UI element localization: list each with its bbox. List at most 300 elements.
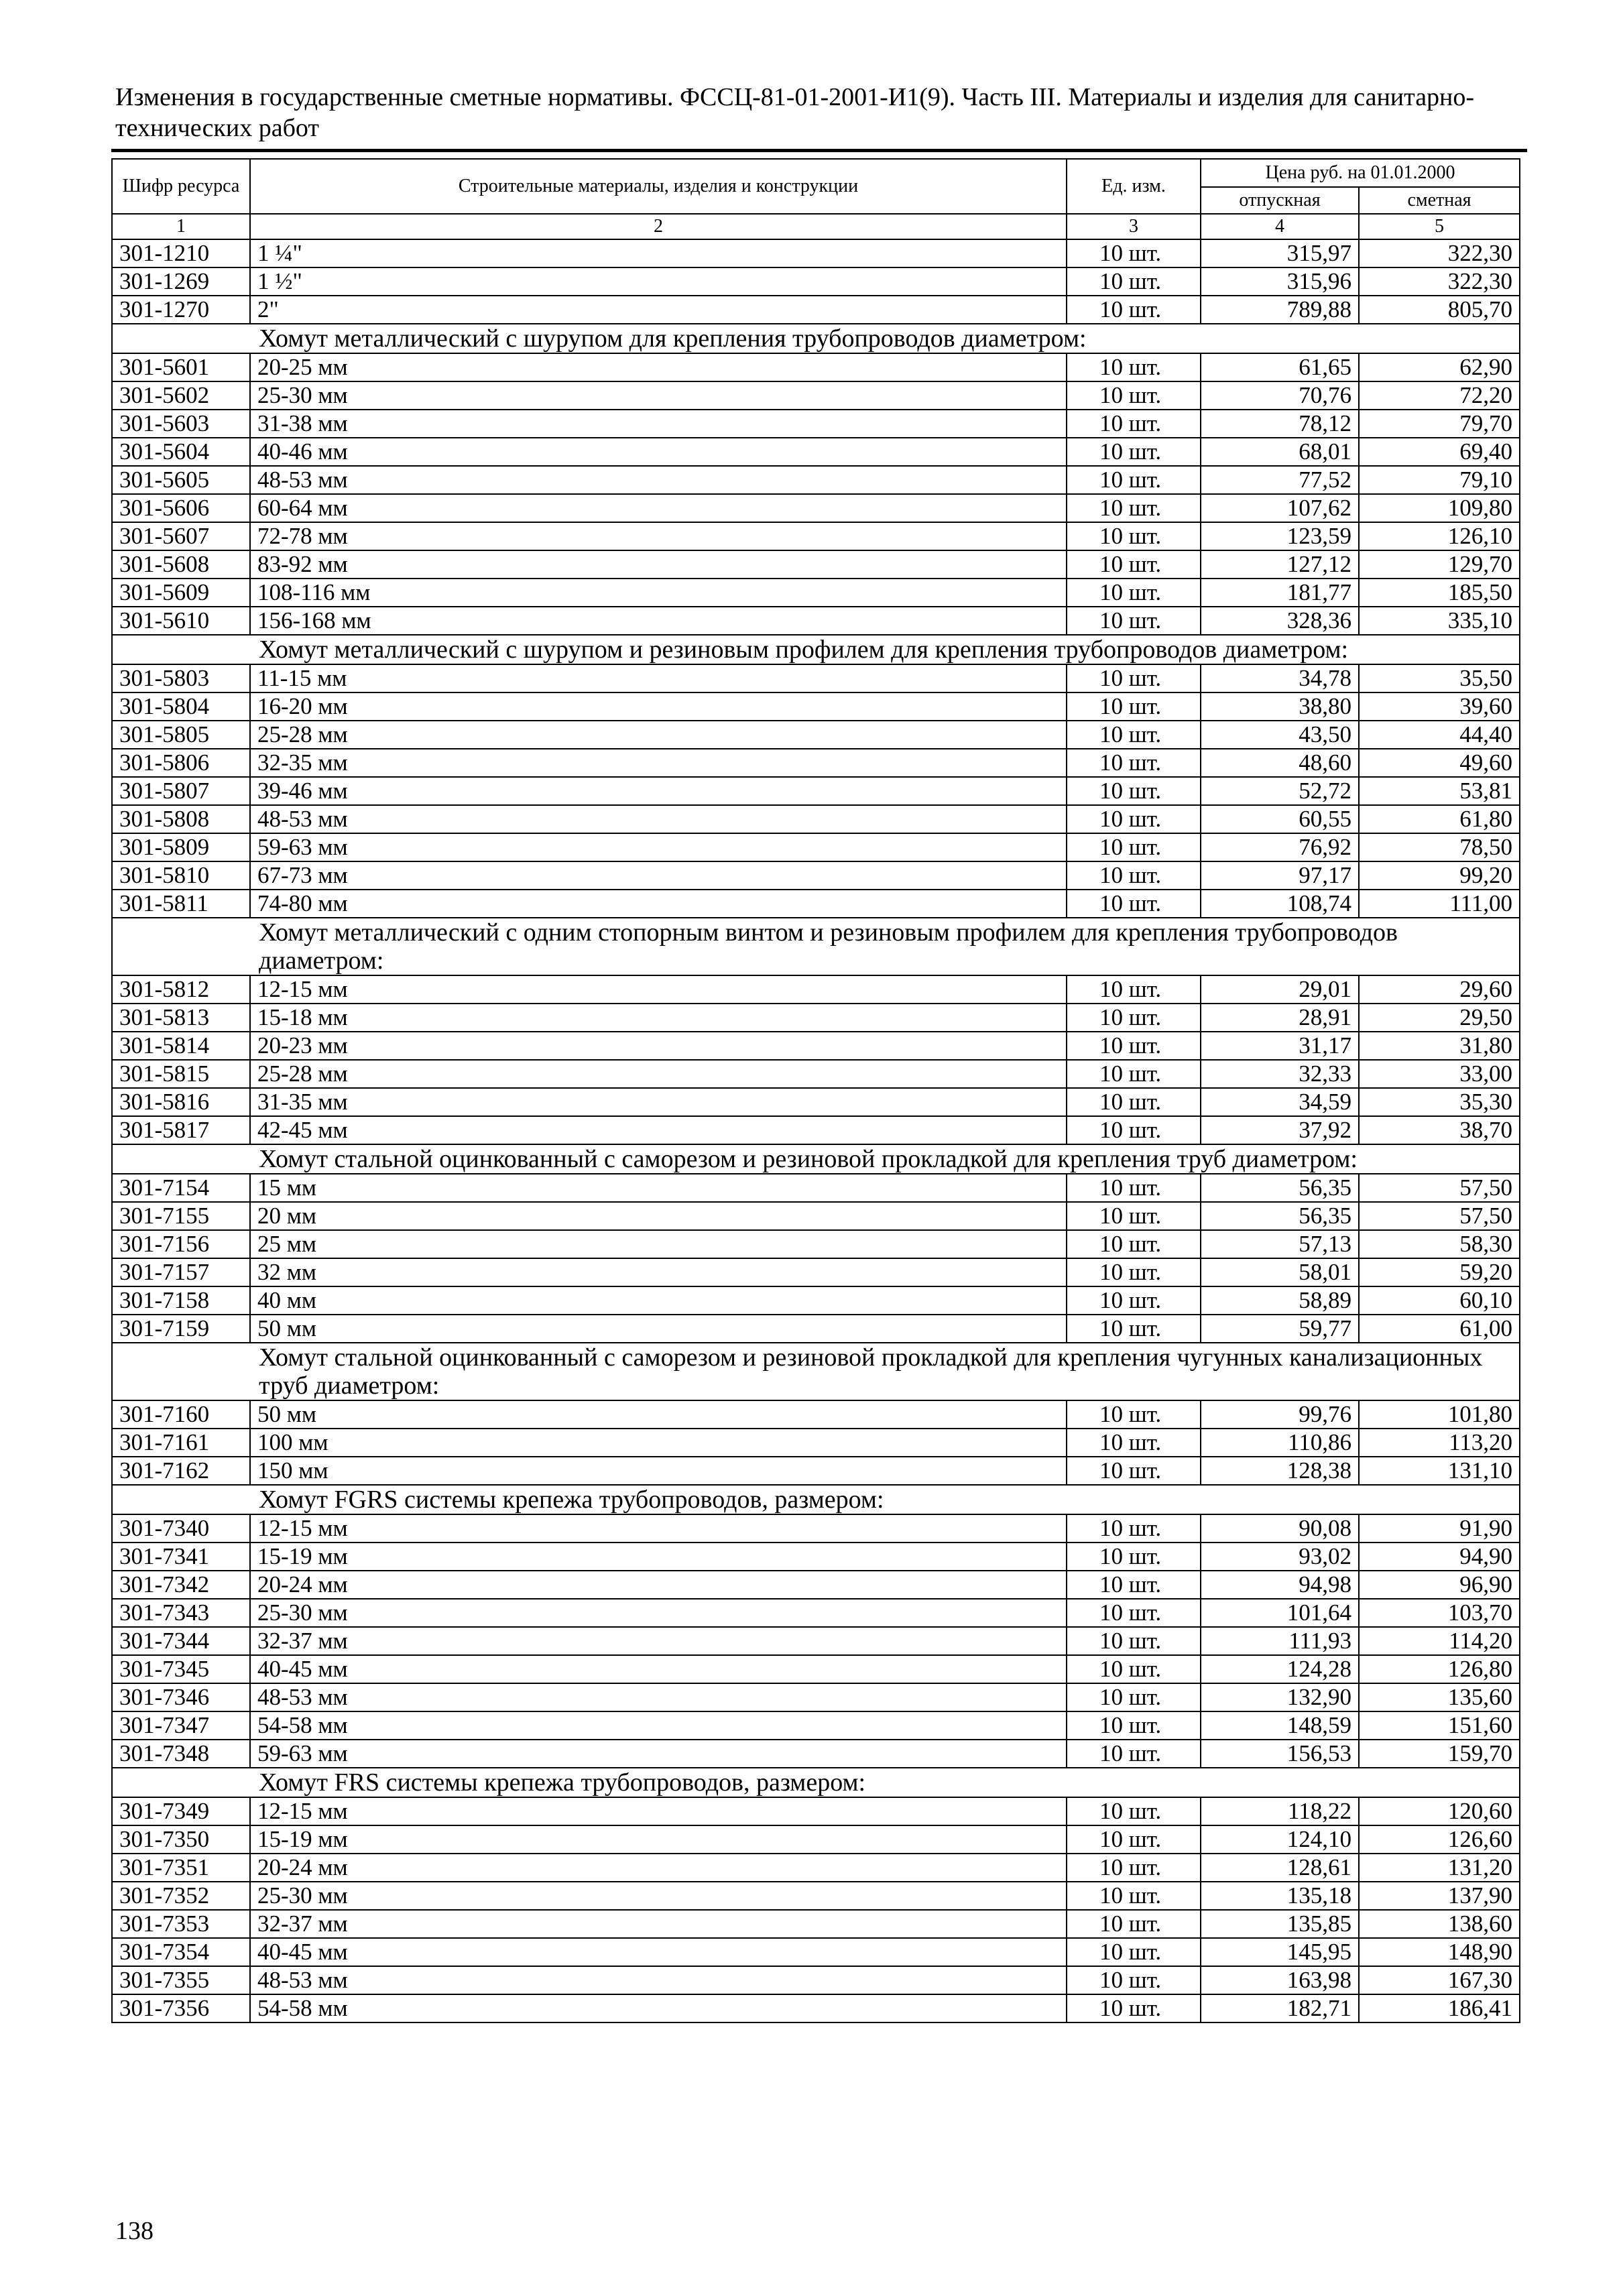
material-name: 50 мм [250, 1400, 1067, 1429]
material-name: 32-35 мм [250, 749, 1067, 777]
estimate-price: 29,50 [1359, 1004, 1520, 1032]
resource-code: 301-5808 [112, 805, 250, 833]
release-price: 58,89 [1201, 1286, 1359, 1315]
release-price: 48,60 [1201, 749, 1359, 777]
table-row [112, 267, 1520, 296]
estimate-price: 159,70 [1359, 1740, 1520, 1768]
release-price: 61,65 [1201, 353, 1359, 381]
unit-of-measure: 10 шт. [1067, 692, 1201, 721]
resource-code: 301-1270 [112, 296, 250, 324]
unit-of-measure: 10 шт. [1067, 1571, 1201, 1599]
material-name: 74-80 мм [250, 890, 1067, 918]
material-name: 60-64 мм [250, 494, 1067, 522]
unit-of-measure: 10 шт. [1067, 550, 1201, 579]
release-price: 148,59 [1201, 1711, 1359, 1740]
unit-of-measure: 10 шт. [1067, 353, 1201, 381]
resource-code: 301-7158 [112, 1286, 250, 1315]
group-heading-row [112, 1485, 1520, 1514]
table-row [112, 1740, 1520, 1768]
unit-of-measure: 10 шт. [1067, 1060, 1201, 1088]
material-name: 48-53 мм [250, 466, 1067, 494]
table-row [112, 1088, 1520, 1116]
table-row [112, 296, 1520, 324]
resource-code: 301-7160 [112, 1400, 250, 1429]
release-price: 135,85 [1201, 1910, 1359, 1938]
resource-code: 301-5813 [112, 1004, 250, 1032]
material-name: 25-30 мм [250, 381, 1067, 410]
material-name: 15-19 мм [250, 1543, 1067, 1571]
release-price: 315,96 [1201, 267, 1359, 296]
table-row [112, 1711, 1520, 1740]
material-name: 25-30 мм [250, 1882, 1067, 1910]
table-row [112, 438, 1520, 466]
resource-code: 301-5815 [112, 1060, 250, 1088]
release-price: 60,55 [1201, 805, 1359, 833]
table-row [112, 1627, 1520, 1655]
material-name: 15-18 мм [250, 1004, 1067, 1032]
material-name: 48-53 мм [250, 1683, 1067, 1711]
table-row [112, 466, 1520, 494]
estimate-price: 131,20 [1359, 1854, 1520, 1882]
unit-of-measure: 10 шт. [1067, 833, 1201, 861]
release-price: 34,59 [1201, 1088, 1359, 1116]
table-row [112, 1825, 1520, 1854]
column-number: 2 [250, 214, 1067, 239]
table-row [112, 1004, 1520, 1032]
resource-code: 301-7342 [112, 1571, 250, 1599]
release-price: 124,10 [1201, 1825, 1359, 1854]
unit-of-measure: 10 шт. [1067, 664, 1201, 692]
unit-of-measure: 10 шт. [1067, 975, 1201, 1004]
resource-code: 301-5806 [112, 749, 250, 777]
release-price: 128,61 [1201, 1854, 1359, 1882]
column-number-row [112, 214, 1520, 239]
table-row [112, 1797, 1520, 1825]
unit-of-measure: 10 шт. [1067, 1457, 1201, 1485]
resource-code: 301-5816 [112, 1088, 250, 1116]
estimate-price: 151,60 [1359, 1711, 1520, 1740]
resource-code: 301-7352 [112, 1882, 250, 1910]
estimate-price: 96,90 [1359, 1571, 1520, 1599]
estimate-price: 31,80 [1359, 1032, 1520, 1060]
estimate-price: 186,41 [1359, 1994, 1520, 2022]
material-name: 20 мм [250, 1202, 1067, 1230]
material-name: 50 мм [250, 1315, 1067, 1343]
release-price: 111,93 [1201, 1627, 1359, 1655]
release-price: 56,35 [1201, 1174, 1359, 1202]
release-price: 181,77 [1201, 579, 1359, 607]
header-unit: Ед. изм. [1067, 159, 1201, 214]
resource-code: 301-7347 [112, 1711, 250, 1740]
unit-of-measure: 10 шт. [1067, 579, 1201, 607]
release-price: 77,52 [1201, 466, 1359, 494]
unit-of-measure: 10 шт. [1067, 1230, 1201, 1258]
group-heading-row [112, 324, 1520, 353]
unit-of-measure: 10 шт. [1067, 1740, 1201, 1768]
table-row [112, 692, 1520, 721]
estimate-price: 101,80 [1359, 1400, 1520, 1429]
table-row [112, 1400, 1520, 1429]
unit-of-measure: 10 шт. [1067, 267, 1201, 296]
resource-code: 301-7155 [112, 1202, 250, 1230]
resource-code: 301-5804 [112, 692, 250, 721]
table-row [112, 777, 1520, 805]
resource-code: 301-5809 [112, 833, 250, 861]
material-name: 40 мм [250, 1286, 1067, 1315]
estimate-price: 111,00 [1359, 890, 1520, 918]
estimate-price: 62,90 [1359, 353, 1520, 381]
resource-code: 301-7355 [112, 1966, 250, 1994]
material-name: 11-15 мм [250, 664, 1067, 692]
estimate-price: 137,90 [1359, 1882, 1520, 1910]
material-name: 25-28 мм [250, 1060, 1067, 1088]
material-name: 20-24 мм [250, 1571, 1067, 1599]
estimate-price: 148,90 [1359, 1938, 1520, 1966]
material-name: 1 ¼" [250, 239, 1067, 267]
material-name: 59-63 мм [250, 833, 1067, 861]
release-price: 97,17 [1201, 861, 1359, 890]
material-name: 25-28 мм [250, 721, 1067, 749]
resource-code: 301-5810 [112, 861, 250, 890]
resource-code: 301-7353 [112, 1910, 250, 1938]
release-price: 32,33 [1201, 1060, 1359, 1088]
table-row [112, 1258, 1520, 1286]
column-number: 5 [1359, 214, 1520, 239]
resource-code: 301-5601 [112, 353, 250, 381]
header-code: Шифр ресурса [112, 159, 250, 214]
table-row [112, 494, 1520, 522]
estimate-price: 58,30 [1359, 1230, 1520, 1258]
page-title: Изменения в государственные сметные нормативы. ФССЦ-81-01-2001-И1(9). Часть III. Материалы и изделия для санитарно-технических работ [115, 83, 1475, 142]
estimate-price: 113,20 [1359, 1429, 1520, 1457]
unit-of-measure: 10 шт. [1067, 1116, 1201, 1144]
table-row [112, 833, 1520, 861]
price-table [111, 158, 1520, 2023]
estimate-price: 120,60 [1359, 1797, 1520, 1825]
group-heading-row [112, 1768, 1520, 1797]
material-name: 40-45 мм [250, 1938, 1067, 1966]
material-name: 20-25 мм [250, 353, 1067, 381]
release-price: 76,92 [1201, 833, 1359, 861]
table-row [112, 890, 1520, 918]
table-row [112, 749, 1520, 777]
material-name: 39-46 мм [250, 777, 1067, 805]
table-row [112, 1966, 1520, 1994]
estimate-price: 94,90 [1359, 1543, 1520, 1571]
estimate-price: 185,50 [1359, 579, 1520, 607]
estimate-price: 167,30 [1359, 1966, 1520, 1994]
resource-code: 301-5803 [112, 664, 250, 692]
release-price: 328,36 [1201, 607, 1359, 635]
resource-code: 301-7350 [112, 1825, 250, 1854]
release-price: 107,62 [1201, 494, 1359, 522]
group-heading-row [112, 635, 1520, 664]
table-row [112, 1315, 1520, 1343]
unit-of-measure: 10 шт. [1067, 1825, 1201, 1854]
group-heading: Хомут FRS системы крепежа трубопроводов, размером: [112, 1768, 1520, 1797]
release-price: 28,91 [1201, 1004, 1359, 1032]
unit-of-measure: 10 шт. [1067, 1088, 1201, 1116]
release-price: 99,76 [1201, 1400, 1359, 1429]
resource-code: 301-5608 [112, 550, 250, 579]
estimate-price: 126,10 [1359, 522, 1520, 550]
material-name: 40-45 мм [250, 1655, 1067, 1683]
estimate-price: 79,70 [1359, 410, 1520, 438]
material-name: 48-53 мм [250, 1966, 1067, 1994]
resource-code: 301-7159 [112, 1315, 250, 1343]
page-number: 138 [115, 2217, 154, 2245]
resource-code: 301-7157 [112, 1258, 250, 1286]
table-row [112, 1910, 1520, 1938]
release-price: 118,22 [1201, 1797, 1359, 1825]
estimate-price: 61,00 [1359, 1315, 1520, 1343]
unit-of-measure: 10 шт. [1067, 861, 1201, 890]
material-name: 20-24 мм [250, 1854, 1067, 1882]
resource-code: 301-7340 [112, 1514, 250, 1543]
unit-of-measure: 10 шт. [1067, 410, 1201, 438]
table-row [112, 239, 1520, 267]
material-name: 15-19 мм [250, 1825, 1067, 1854]
table-body [112, 214, 1520, 2022]
group-heading: Хомут металлический с шурупом для крепления трубопроводов диаметром: [112, 324, 1520, 353]
header-name: Строительные материалы, изделия и конструкции [250, 159, 1067, 214]
unit-of-measure: 10 шт. [1067, 1429, 1201, 1457]
resource-code: 301-7161 [112, 1429, 250, 1457]
resource-code: 301-5811 [112, 890, 250, 918]
resource-code: 301-5603 [112, 410, 250, 438]
material-name: 1 ½" [250, 267, 1067, 296]
unit-of-measure: 10 шт. [1067, 1174, 1201, 1202]
unit-of-measure: 10 шт. [1067, 296, 1201, 324]
material-name: 150 мм [250, 1457, 1067, 1485]
material-name: 32 мм [250, 1258, 1067, 1286]
resource-code: 301-1210 [112, 239, 250, 267]
material-name: 54-58 мм [250, 1711, 1067, 1740]
group-heading: Хомут металлический с шурупом и резиновым профилем для крепления трубопроводов диаметром: [112, 635, 1520, 664]
unit-of-measure: 10 шт. [1067, 1854, 1201, 1882]
release-price: 135,18 [1201, 1882, 1359, 1910]
unit-of-measure: 10 шт. [1067, 1797, 1201, 1825]
release-price: 315,97 [1201, 239, 1359, 267]
estimate-price: 35,30 [1359, 1088, 1520, 1116]
estimate-price: 103,70 [1359, 1599, 1520, 1627]
resource-code: 301-5817 [112, 1116, 250, 1144]
unit-of-measure: 10 шт. [1067, 890, 1201, 918]
material-name: 48-53 мм [250, 805, 1067, 833]
estimate-price: 99,20 [1359, 861, 1520, 890]
resource-code: 301-7154 [112, 1174, 250, 1202]
unit-of-measure: 10 шт. [1067, 721, 1201, 749]
release-price: 127,12 [1201, 550, 1359, 579]
header-price: Цена руб. на 01.01.2000 [1201, 159, 1520, 187]
estimate-price: 322,30 [1359, 239, 1520, 267]
table-row [112, 1543, 1520, 1571]
table-row [112, 1060, 1520, 1088]
release-price: 31,17 [1201, 1032, 1359, 1060]
material-name: 83-92 мм [250, 550, 1067, 579]
material-name: 108-116 мм [250, 579, 1067, 607]
column-number: 1 [112, 214, 250, 239]
table-row [112, 1286, 1520, 1315]
unit-of-measure: 10 шт. [1067, 1938, 1201, 1966]
resource-code: 301-5602 [112, 381, 250, 410]
group-heading: Хомут стальной оцинкованный с саморезом и резиновой прокладкой для крепления труб диаметром: [112, 1144, 1520, 1174]
release-price: 70,76 [1201, 381, 1359, 410]
estimate-price: 60,10 [1359, 1286, 1520, 1315]
estimate-price: 38,70 [1359, 1116, 1520, 1144]
unit-of-measure: 10 шт. [1067, 494, 1201, 522]
release-price: 94,98 [1201, 1571, 1359, 1599]
estimate-price: 53,81 [1359, 777, 1520, 805]
material-name: 32-37 мм [250, 1910, 1067, 1938]
resource-code: 301-7344 [112, 1627, 250, 1655]
material-name: 156-168 мм [250, 607, 1067, 635]
unit-of-measure: 10 шт. [1067, 1514, 1201, 1543]
material-name: 31-38 мм [250, 410, 1067, 438]
table-row [112, 664, 1520, 692]
release-price: 58,01 [1201, 1258, 1359, 1286]
unit-of-measure: 10 шт. [1067, 1599, 1201, 1627]
unit-of-measure: 10 шт. [1067, 1400, 1201, 1429]
release-price: 108,74 [1201, 890, 1359, 918]
group-heading-row [112, 1144, 1520, 1174]
release-price: 37,92 [1201, 1116, 1359, 1144]
material-name: 12-15 мм [250, 1797, 1067, 1825]
table-row [112, 975, 1520, 1004]
table-row [112, 353, 1520, 381]
table-row [112, 1571, 1520, 1599]
release-price: 68,01 [1201, 438, 1359, 466]
resource-code: 301-7346 [112, 1683, 250, 1711]
unit-of-measure: 10 шт. [1067, 466, 1201, 494]
table-row [112, 1994, 1520, 2022]
unit-of-measure: 10 шт. [1067, 805, 1201, 833]
table-row [112, 1599, 1520, 1627]
release-price: 56,35 [1201, 1202, 1359, 1230]
release-price: 43,50 [1201, 721, 1359, 749]
table-row [112, 721, 1520, 749]
estimate-price: 35,50 [1359, 664, 1520, 692]
material-name: 20-23 мм [250, 1032, 1067, 1060]
title-divider [111, 149, 1527, 152]
material-name: 2" [250, 296, 1067, 324]
release-price: 123,59 [1201, 522, 1359, 550]
estimate-price: 126,60 [1359, 1825, 1520, 1854]
table-row [112, 410, 1520, 438]
material-name: 25-30 мм [250, 1599, 1067, 1627]
release-price: 29,01 [1201, 975, 1359, 1004]
unit-of-measure: 10 шт. [1067, 1910, 1201, 1938]
unit-of-measure: 10 шт. [1067, 1627, 1201, 1655]
material-name: 16-20 мм [250, 692, 1067, 721]
group-heading: Хомут металлический с одним стопорным винтом и резиновым профилем для крепления трубопроводов диаметром: [112, 918, 1520, 975]
unit-of-measure: 10 шт. [1067, 1258, 1201, 1286]
unit-of-measure: 10 шт. [1067, 1202, 1201, 1230]
estimate-price: 69,40 [1359, 438, 1520, 466]
unit-of-measure: 10 шт. [1067, 522, 1201, 550]
header-estimate-price: сметная [1359, 187, 1520, 214]
release-price: 789,88 [1201, 296, 1359, 324]
estimate-price: 61,80 [1359, 805, 1520, 833]
resource-code: 301-7156 [112, 1230, 250, 1258]
estimate-price: 126,80 [1359, 1655, 1520, 1683]
material-name: 40-46 мм [250, 438, 1067, 466]
release-price: 78,12 [1201, 410, 1359, 438]
material-name: 31-35 мм [250, 1088, 1067, 1116]
unit-of-measure: 10 шт. [1067, 1655, 1201, 1683]
group-heading-row [112, 1343, 1520, 1400]
unit-of-measure: 10 шт. [1067, 777, 1201, 805]
release-price: 145,95 [1201, 1938, 1359, 1966]
resource-code: 301-7348 [112, 1740, 250, 1768]
resource-code: 301-5807 [112, 777, 250, 805]
release-price: 101,64 [1201, 1599, 1359, 1627]
estimate-price: 335,10 [1359, 607, 1520, 635]
estimate-price: 78,50 [1359, 833, 1520, 861]
estimate-price: 114,20 [1359, 1627, 1520, 1655]
group-heading-row [112, 918, 1520, 975]
resource-code: 301-5607 [112, 522, 250, 550]
resource-code: 301-7356 [112, 1994, 250, 2022]
material-name: 100 мм [250, 1429, 1067, 1457]
material-name: 32-37 мм [250, 1627, 1067, 1655]
unit-of-measure: 10 шт. [1067, 1032, 1201, 1060]
table-row [112, 1429, 1520, 1457]
estimate-price: 39,60 [1359, 692, 1520, 721]
unit-of-measure: 10 шт. [1067, 381, 1201, 410]
table-row [112, 1683, 1520, 1711]
resource-code: 301-5606 [112, 494, 250, 522]
release-price: 128,38 [1201, 1457, 1359, 1485]
resource-code: 301-5610 [112, 607, 250, 635]
estimate-price: 109,80 [1359, 494, 1520, 522]
estimate-price: 322,30 [1359, 267, 1520, 296]
estimate-price: 91,90 [1359, 1514, 1520, 1543]
column-number: 4 [1201, 214, 1359, 239]
estimate-price: 805,70 [1359, 296, 1520, 324]
unit-of-measure: 10 шт. [1067, 1994, 1201, 2022]
estimate-price: 129,70 [1359, 550, 1520, 579]
estimate-price: 44,40 [1359, 721, 1520, 749]
unit-of-measure: 10 шт. [1067, 1004, 1201, 1032]
table-row [112, 579, 1520, 607]
unit-of-measure: 10 шт. [1067, 438, 1201, 466]
resource-code: 301-5609 [112, 579, 250, 607]
table-row [112, 1116, 1520, 1144]
estimate-price: 57,50 [1359, 1202, 1520, 1230]
table-row [112, 1032, 1520, 1060]
header-release-price: отпускная [1201, 187, 1359, 214]
table-row [112, 607, 1520, 635]
unit-of-measure: 10 шт. [1067, 1882, 1201, 1910]
release-price: 93,02 [1201, 1543, 1359, 1571]
material-name: 15 мм [250, 1174, 1067, 1202]
material-name: 67-73 мм [250, 861, 1067, 890]
release-price: 110,86 [1201, 1429, 1359, 1457]
estimate-price: 33,00 [1359, 1060, 1520, 1088]
resource-code: 301-1269 [112, 267, 250, 296]
unit-of-measure: 10 шт. [1067, 239, 1201, 267]
resource-code: 301-5814 [112, 1032, 250, 1060]
table-row [112, 1882, 1520, 1910]
estimate-price: 29,60 [1359, 975, 1520, 1004]
material-name: 72-78 мм [250, 522, 1067, 550]
release-price: 52,72 [1201, 777, 1359, 805]
release-price: 57,13 [1201, 1230, 1359, 1258]
unit-of-measure: 10 шт. [1067, 1966, 1201, 1994]
estimate-price: 131,10 [1359, 1457, 1520, 1485]
resource-code: 301-5605 [112, 466, 250, 494]
